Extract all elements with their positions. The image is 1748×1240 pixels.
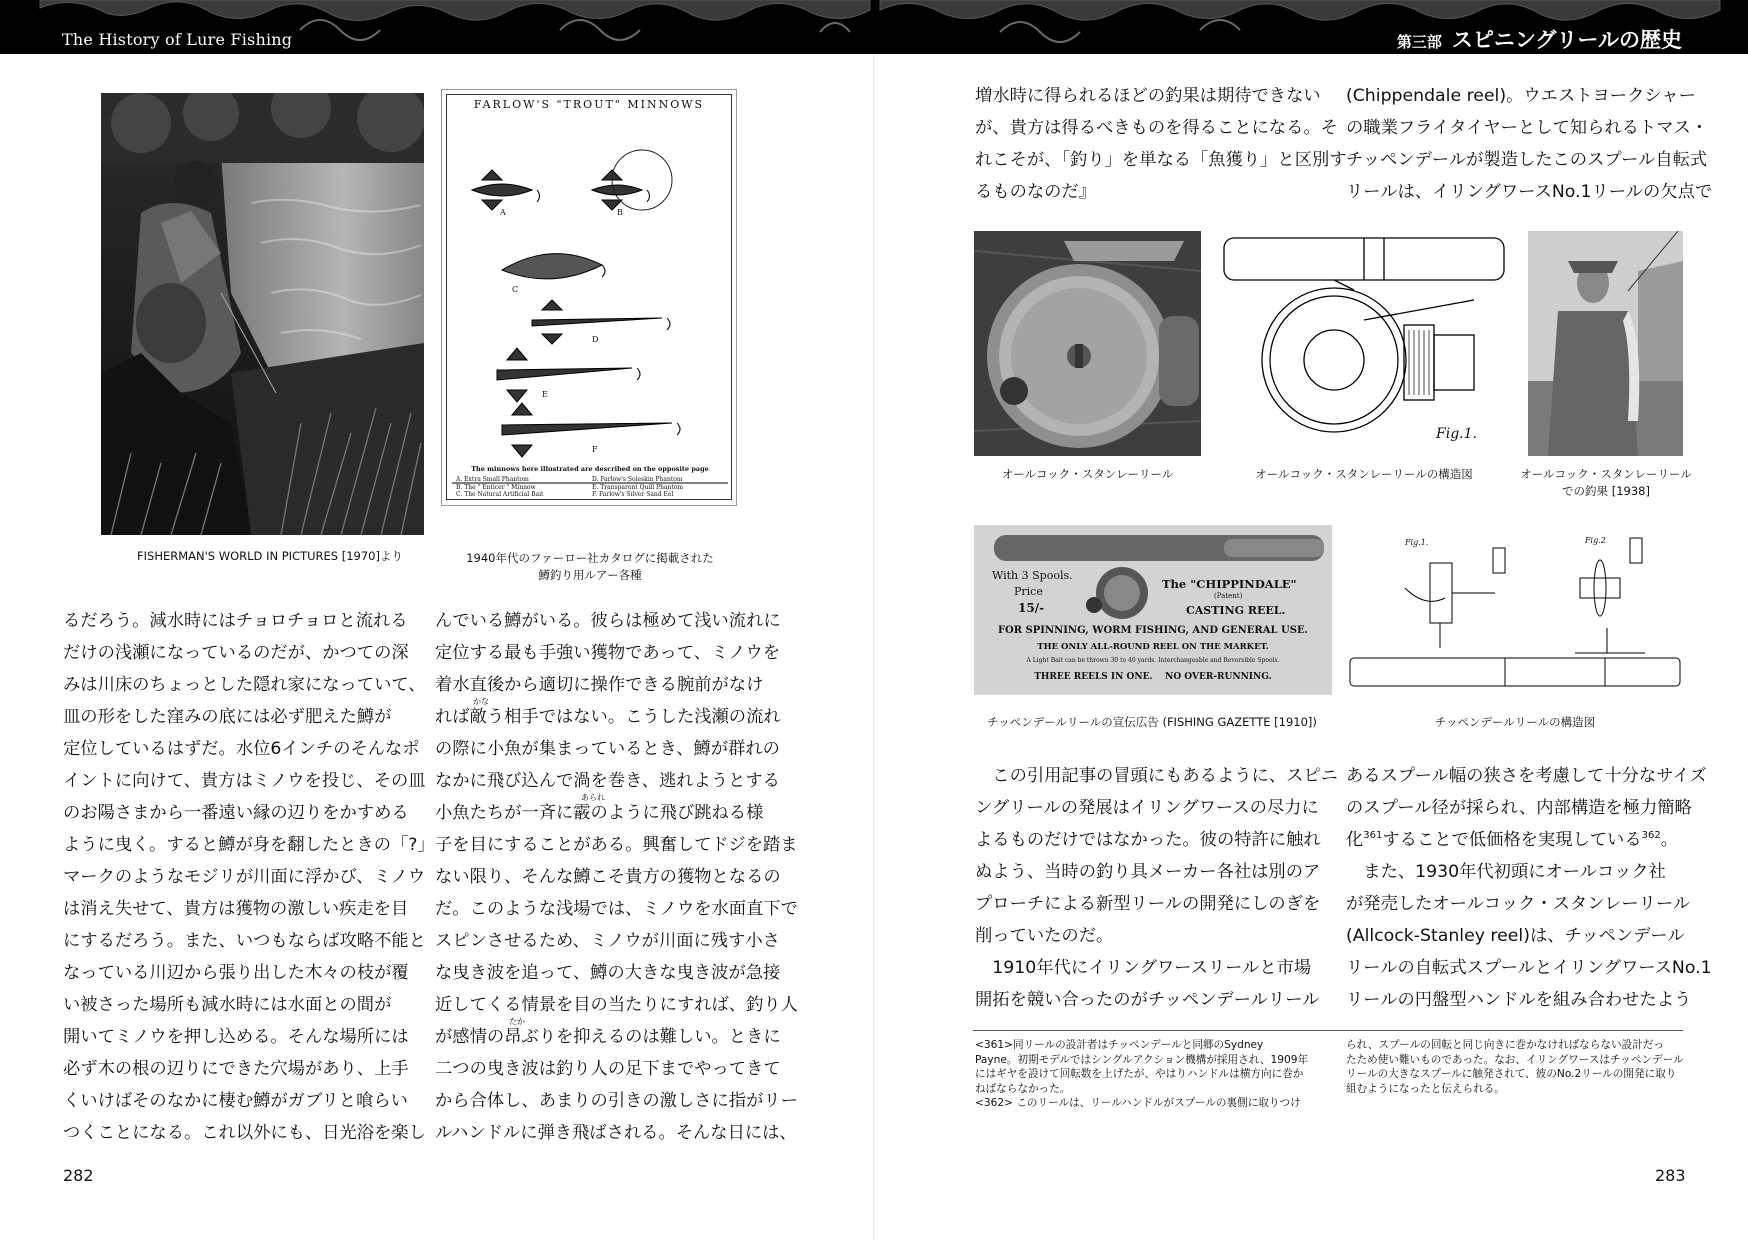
legend-item: E. Transparent Quill Phantom xyxy=(592,483,684,491)
text-line: つくことになる。これ以外にも、日光浴を楽し xyxy=(63,1123,426,1143)
text-line: にするだろう。また、いつもならば攻略不能と xyxy=(63,931,426,951)
text-line: 開いてミノウを押し込める。そんな場所には xyxy=(63,1027,409,1047)
lure-illustrations xyxy=(442,90,737,506)
catalog-letter-f: F xyxy=(592,445,598,454)
ad-line-1: FOR SPINNING, WORM FISHING, AND GENERAL USE. xyxy=(997,625,1309,636)
catalog-letter-c: C xyxy=(512,285,519,294)
catalog-caption-line: 鱒釣り用ルアー各種 xyxy=(538,568,642,582)
reel-diagram-caption: オールコック・スタンレーリールの構造図 xyxy=(1255,467,1473,481)
text-line: んでいる鱒がいる。彼らは極めて浅い流れに xyxy=(435,611,781,631)
catalog-letter-b: B xyxy=(617,208,623,217)
footnotes-column-1 xyxy=(975,1038,1315,1111)
legend-item: A. Extra Small Phantom xyxy=(456,476,529,483)
ad-line-4: THREE REELS IN ONE. NO OVER-RUNNING. xyxy=(1034,672,1272,682)
catalog-letter-e: E xyxy=(542,390,548,399)
allcock-reel-diagram xyxy=(1214,230,1514,456)
farlow-catalog-image xyxy=(441,89,737,506)
text-line: れば敵う相手ではない。こうした浅瀬の流れ xyxy=(435,707,781,727)
chippendale-advertisement xyxy=(974,525,1332,695)
legend-item: B. The " Enticer " Minnow xyxy=(456,483,536,491)
note-reference[interactable]: 361 xyxy=(1363,830,1383,842)
right-bottom-column-2 xyxy=(1346,760,1712,1016)
catalog-caption-line: 1940年代のファーロー社カタログに掲載された xyxy=(466,551,714,565)
text-line: 開拓を競い合ったのがチッペンデールリール xyxy=(975,990,1320,1010)
text-line: 二つの曳き波は釣り人の足下までやってきて xyxy=(435,1059,781,1079)
catalog-letter-a: A xyxy=(500,208,506,217)
ad-line-3: A Light Bait can be thrown 30 to 40 yards. Interchangeable and Reversible Spools. xyxy=(1026,657,1280,664)
catalog-caption xyxy=(440,550,740,584)
chip-fig-2: Fig.2 xyxy=(1585,536,1606,545)
diagram-fig-label: Fig.1. xyxy=(1436,426,1477,442)
text-line: 子を目にすることがある。興奮してドジを踏ま xyxy=(435,835,798,855)
catalog-legend-right xyxy=(592,476,683,499)
text-line: 近してくる情景を目の当たりにすれば、釣り人 xyxy=(435,995,798,1015)
right-top-column-1 xyxy=(975,80,1347,208)
catalog-note: The minnows here illustrated are described on the opposite page xyxy=(471,465,709,473)
text-line: くいけばそのなかに棲む鱒がガブリと喰らい xyxy=(63,1091,408,1111)
text-line: ルハンドルに弾き飛ばされる。そんな日には、 xyxy=(435,1123,797,1143)
section-name: スピニングリールの歴史 xyxy=(1451,27,1682,52)
legend-item: C. The Natural Artificial Bait xyxy=(456,491,544,498)
text-line: だ。このような浅場では、ミノウを水面直下で xyxy=(435,899,798,919)
text-line: れこそが、「釣り」を単なる「魚獲り」と区別す xyxy=(975,150,1347,170)
text-line: 定位する最も手強い獲物であって、ミノウを xyxy=(435,643,781,663)
left-column-1 xyxy=(63,605,435,1149)
text-line: あるスプール幅の狭さを考慮して十分なサイズ xyxy=(1346,766,1707,786)
footnote-line: られ、スプールの回転と同じ向きに巻かなければならない設計だっ xyxy=(1346,1039,1664,1051)
text-line: 小魚たちが一斉に霰のように飛び跳ねる様 xyxy=(435,803,764,823)
text-line: だけの浅瀬になっているのだが、かつての深 xyxy=(63,643,409,663)
legend-item: F. Farlow's Silver Sand Eel xyxy=(592,491,674,498)
section-title xyxy=(1397,24,1682,54)
section-part: 第三部 xyxy=(1396,33,1442,51)
note-reference[interactable]: 362 xyxy=(1641,830,1661,842)
footnote-line: にはギヤを設けて回転数を上げたが、やはりハンドルは横方向に巻か xyxy=(975,1068,1304,1080)
ad-price-label: Price xyxy=(1014,585,1043,598)
text-line: イントに向けて、貴方はミノウを投じ、その皿 xyxy=(63,771,426,791)
text-line: な曳き波を追って、鱒の大きな曳き波が急接 xyxy=(435,963,781,983)
ad-caption: チッペンデールリールの宣伝広告 (FISHING GAZETTE [1910]) xyxy=(987,715,1317,729)
page-gutter xyxy=(873,54,875,1240)
right-bottom-column-1 xyxy=(975,760,1338,1016)
footnote-line: <361>同リールの設計者はチッペンデールと同郷のSydney xyxy=(975,1039,1264,1051)
text-line: るだろう。減水時にはチョロチョロと流れる xyxy=(63,611,408,631)
ad-price: 15/- xyxy=(1018,601,1045,615)
catalog-letter-d: D xyxy=(592,335,599,344)
catalog-title: FARLOW'S "TROUT" MINNOWS xyxy=(473,98,705,111)
text-line: が、貴方は得るべきものを得ることになる。そ xyxy=(975,118,1338,138)
text-line: みは川床のちょっとした隠れ家になっていて、 xyxy=(63,675,426,695)
text-line: 1910年代にイリングワースリールと市場 xyxy=(975,958,1312,978)
catalog-legend-left xyxy=(456,476,543,499)
chip-diagram-caption: チッペンデールリールの構造図 xyxy=(1434,715,1596,729)
text-line: リールの円盤型ハンドルを組み合わせたよう xyxy=(1346,990,1692,1010)
chip-fig-1: Fig.1. xyxy=(1405,538,1429,547)
right-top-column-2 xyxy=(1346,80,1713,208)
text-line: なかに飛び込んで渦を巻き、逃れようとする xyxy=(435,771,780,791)
text-line: よるものだけではなかった。彼の特許に触れ xyxy=(975,830,1321,850)
text-line: スピンさせるため、ミノウが川面に残す小さ xyxy=(435,931,780,951)
text-line: プローチによる新型リールの開発にしのぎを xyxy=(975,894,1321,914)
text-line: のスプール径が採られ、内部構造を極力簡略 xyxy=(1346,798,1692,818)
left-column-2 xyxy=(435,605,798,1149)
text-line: が感情の昂ぶりを抑えるのは難しい。ときに xyxy=(435,1027,781,1047)
text-line: 増水時に得られるほどの釣果は期待できない xyxy=(975,86,1321,106)
photo-caption: FISHERMAN'S WORLD IN PICTURES [1970]より xyxy=(137,549,403,563)
footnote-line: 組むようになったと伝えられる。 xyxy=(1346,1082,1505,1095)
ruby-kana: かな xyxy=(473,697,489,706)
chippendale-reel-diagram xyxy=(1345,528,1685,695)
footnote-line: <362> このリールは、リールハンドルがスプールの裏側に取りつけ xyxy=(975,1097,1301,1109)
text-line: ない限り、そんな鱒こそ貴方の獲物となるの xyxy=(435,867,781,887)
text-line: マークのようなモジリが川面に浮かび、ミノウ xyxy=(63,867,426,887)
text-line: のお陽さまから一番遠い縁の辺りをかすめる xyxy=(63,803,409,823)
fisherman-photo xyxy=(101,93,424,535)
text-line: ように曳く。すると鱒が身を翻したときの「?」 xyxy=(63,835,435,855)
text-line: 必ず木の根の辺りにできた穴場があり、上手 xyxy=(63,1059,409,1079)
text-line: 着水直後から適切に操作できる腕前がなけ xyxy=(435,675,764,695)
caption-line: での釣果 [1938] xyxy=(1562,484,1650,498)
fisherman-caption xyxy=(1520,466,1692,500)
footnote-line: リールの大きなスプールに触発されて、彼のNo.2リールの開発に取り xyxy=(1346,1068,1677,1080)
ad-spools: With 3 Spools. xyxy=(992,569,1073,582)
footnote-line: Payne。初期モデルではシングルアクション機構が採用され、1909年 xyxy=(975,1053,1309,1066)
footnote-line: ねばならなかった。 xyxy=(975,1082,1071,1095)
caption-line: オールコック・スタンレーリール xyxy=(1520,467,1692,481)
text-line: い被さった場所も減水時には水面との間が xyxy=(63,995,392,1015)
text-line: ングリールの発展はイリングワースの尽力に xyxy=(975,798,1319,818)
footnote-rule xyxy=(973,1030,1683,1031)
text-line: 定位しているはずだ。水位6インチのそんなポ xyxy=(63,739,420,759)
text-line: ぬよう、当時の釣り具メーカー各社は別のア xyxy=(975,862,1321,882)
ruby-taka: たか xyxy=(509,1017,525,1026)
text-line: 削っていたのだ。 xyxy=(975,926,1114,946)
book-title: The History of Lure Fishing xyxy=(62,30,293,49)
text-line: チッペンデールが製造したこのスプール自転式 xyxy=(1346,150,1708,170)
text-line: リールの自転式スプールとイリングワースNo.1 xyxy=(1346,958,1712,978)
fisherman-1938-photo xyxy=(1528,231,1683,456)
text-line: 皿の形をした窪みの底には必ず肥えた鱒が xyxy=(63,707,392,727)
reel-photo-caption: オールコック・スタンレーリール xyxy=(1001,467,1174,481)
page-header xyxy=(0,0,1748,54)
text-line: は消え失せて、貴方は獲物の激しい疾走を目 xyxy=(63,899,409,919)
ad-casting-reel: CASTING REEL. xyxy=(1186,604,1286,617)
text-line: の職業フライタイヤーとして知られるトマス・ xyxy=(1346,118,1709,138)
text-line-with-notes: 化$^{361}$することで低価格を実現している$^{362}$。 xyxy=(1346,830,1679,850)
text-line: (Allcock-Stanley reel)は、チッペンデール xyxy=(1346,926,1685,946)
text-line: が発売したオールコック・スタンレーリール xyxy=(1346,894,1691,914)
ruby-arare: あられ xyxy=(581,793,605,802)
ad-line-2: THE ONLY ALL-ROUND REEL ON THE MARKET. xyxy=(1037,642,1269,652)
page-number-left: 282 xyxy=(63,1166,94,1185)
legend-item: D. Farlow's Soleskin Phantom xyxy=(592,476,683,483)
text-line: の際に小魚が集まっているとき、鱒が群れの xyxy=(435,739,780,759)
footnote-line: たため使い難いものであった。なお、イリングワースはチッペンデール xyxy=(1346,1053,1684,1066)
text-line: なっている川辺から張り出した木々の枝が覆 xyxy=(63,963,409,983)
page-number-right: 283 xyxy=(1655,1166,1686,1185)
text-line: リールは、イリングワースNo.1リールの欠点で xyxy=(1346,182,1713,202)
allcock-reel-photo xyxy=(974,231,1201,456)
text-line: この引用記事の冒頭にもあるように、スピニ xyxy=(975,766,1338,786)
text-line: (Chippendale reel)。ウエストヨークシャー xyxy=(1346,86,1696,106)
text-line: また、1930年代初頭にオールコック社 xyxy=(1346,862,1666,882)
text-line: るものなのだ』 xyxy=(975,182,1096,202)
footnotes-column-2 xyxy=(1346,1038,1686,1096)
text-line: から合体し、あまりの引きの激しさに指がリー xyxy=(435,1091,798,1111)
ad-the-chippindale: The "CHIPPINDALE" xyxy=(1162,577,1297,591)
ad-patent: (Patent) xyxy=(1214,592,1243,600)
